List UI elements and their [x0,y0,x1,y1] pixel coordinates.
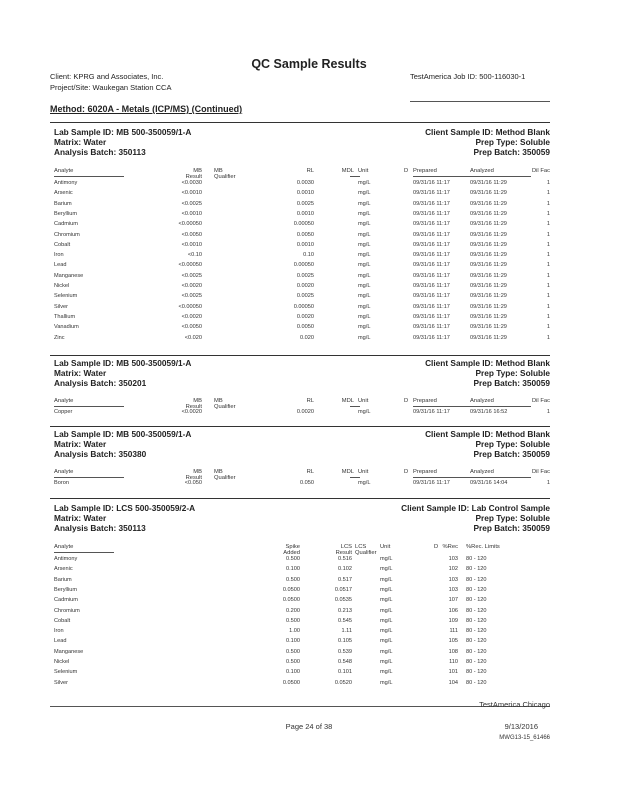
cell-rec-limits: 80 - 120 [466,617,487,624]
cell-analyzed: 09/31/16 11:29 [470,324,507,331]
table-rule [54,406,124,407]
cell-rec-limits: 80 - 120 [466,556,487,562]
cell-analyte: Beryllium [54,586,78,593]
document-id: MWG13-15_61466 [499,735,550,741]
cell-analyte: Nickel [54,283,70,289]
cell-analyte: Thallium [54,313,76,320]
section-lab-control-sample [50,498,550,698]
prep-batch: Prep Batch: 350059 [473,523,550,533]
prep-batch: Prep Batch: 350059 [473,147,550,157]
col-header-rl: RL [306,469,314,475]
col-header-rec-limits: %Rec. Limits [466,544,500,550]
cell-unit: mg/L [380,659,393,665]
cell-spike-added: 0.500 [286,576,300,583]
table-rule [54,176,124,177]
cell-pct-rec: 101 [448,669,458,676]
cell-unit: mg/L [358,252,371,259]
cell-lcs-result: 1.11 [341,628,352,635]
col-header-analyzed: Analyzed [470,469,494,475]
client-sample-id: Client Sample ID: Method Blank [425,358,550,368]
cell-unit: mg/L [358,200,371,207]
cell-analyzed: 09/31/16 11:29 [470,283,507,289]
cell-analyzed: 09/31/16 11:29 [470,303,507,310]
cell-unit: mg/L [380,617,393,624]
cell-rl: 0.0050 [296,324,314,331]
cell-spike-added: 0.0500 [282,597,300,604]
prep-batch: Prep Batch: 350059 [473,449,550,459]
cell-analyte: Cadmium [54,221,78,228]
cell-rec-limits: 80 - 120 [466,576,487,583]
cell-mb-result: <0.00050 [178,221,202,228]
cell-analyzed: 09/31/16 11:29 [470,334,507,341]
cell-unit: mg/L [358,272,371,279]
cell-rec-limits: 80 - 120 [466,628,487,635]
cell-dil-fac: 1 [546,231,550,238]
lab-sample-id: Lab Sample ID: MB 500-350059/1-A [54,429,192,439]
cell-rl: 0.020 [300,334,314,341]
cell-pct-rec: 103 [448,576,458,583]
cell-analyzed: 09/31/16 11:29 [470,210,507,217]
cell-dil-fac: 1 [546,200,550,207]
cell-lcs-result: 0.545 [338,617,352,624]
cell-prepared: 09/31/16 11:17 [413,210,450,217]
cell-unit: mg/L [358,180,371,186]
col-header-analyzed: Analyzed [470,398,494,404]
header-rule [410,101,550,102]
cell-prepared: 09/31/16 11:17 [413,313,450,320]
cell-mb-result: <0.0020 [181,283,202,289]
cell-analyzed: 09/31/16 16:52 [470,409,508,415]
cell-mb-result: <0.0050 [181,324,202,331]
cell-rl: 0.0025 [296,272,314,279]
cell-unit: mg/L [358,221,371,228]
cell-unit: mg/L [358,293,371,300]
cell-unit: mg/L [358,262,371,269]
cell-rec-limits: 80 - 120 [466,607,487,614]
table-rule [350,176,360,177]
col-header-d: D [434,544,439,550]
cell-lcs-result: 0.539 [338,648,352,655]
col-header-unit: Unit [358,168,369,174]
section-method-blank-350113 [50,122,550,352]
col-header-mdl: MDL [341,469,354,475]
col-header-rl: RL [306,168,314,174]
cell-unit: mg/L [380,566,393,573]
table-rule [350,477,360,478]
col-header-unit: Unit [358,469,369,475]
col-header-mdl: MDL [341,168,354,174]
table-rule [54,477,124,478]
col-header-d: D [404,469,409,475]
cell-mb-result: <0.0025 [181,200,202,207]
cell-rl: 0.0020 [296,283,314,289]
cell-unit: mg/L [358,324,371,331]
cell-analyzed: 09/31/16 11:29 [470,293,507,300]
method-title: Method: 6020A - Metals (ICP/MS) (Continued) [50,104,243,114]
cell-dil-fac: 1 [546,252,550,259]
cell-spike-added: 0.0500 [282,586,300,593]
cell-rl: 0.0020 [296,409,314,415]
cell-pct-rec: 103 [448,586,458,593]
cell-pct-rec: 106 [448,607,458,614]
matrix: Matrix: Water [54,368,107,378]
col-header-pct-rec: %Rec [442,544,458,550]
cell-spike-added: 0.500 [286,659,300,665]
cell-prepared: 09/31/16 11:17 [413,262,450,269]
footer-company: TestAmerica Chicago [479,700,550,709]
cell-spike-added: 0.100 [286,566,300,573]
analysis-batch: Analysis Batch: 350113 [54,147,146,157]
cell-analyzed: 09/31/16 11:29 [470,221,507,228]
cell-unit: mg/L [380,679,393,686]
cell-lcs-result: 0.0517 [334,586,352,593]
cell-rl: 0.0030 [296,180,314,186]
cell-lcs-result: 0.517 [338,576,352,583]
col-header-spike-added: Spike Added [283,544,300,556]
cell-unit: mg/L [380,576,393,583]
cell-spike-added: 0.100 [286,638,300,645]
cell-dil-fac: 1 [546,480,550,486]
cell-prepared: 09/31/16 11:17 [413,409,450,415]
cell-analyte: Vanadium [54,324,79,331]
cell-analyte: Arsenic [54,566,73,573]
cell-rec-limits: 80 - 120 [466,669,487,676]
cell-analyte: Nickel [54,659,70,665]
matrix: Matrix: Water [54,513,107,523]
cell-prepared: 09/31/16 11:17 [413,231,450,238]
cell-unit: mg/L [380,556,393,562]
col-header-analyte: Analyte [54,168,74,174]
prep-type: Prep Type: Soluble [475,439,550,449]
table-rule [54,552,114,553]
cell-unit: mg/L [380,669,393,676]
cell-unit: mg/L [380,607,393,614]
col-header-mb-result: MB Result [185,469,202,481]
cell-analyte: Cobalt [54,241,71,248]
cell-spike-added: 1.00 [289,628,300,635]
cell-unit: mg/L [358,303,371,310]
cell-unit: mg/L [380,638,393,645]
cell-dil-fac: 1 [546,293,550,300]
col-header-prepared: Prepared [413,469,437,475]
col-header-unit: Unit [380,544,391,550]
cell-analyte: Iron [54,252,64,259]
cell-pct-rec: 103 [448,556,458,562]
matrix: Matrix: Water [54,137,107,147]
cell-lcs-result: 0.548 [338,659,352,665]
col-header-mb-result: MB Result [185,168,202,180]
cell-analyte: Cadmium [54,597,78,604]
cell-spike-added: 0.500 [286,617,300,624]
client-name: Client: KPRG and Associates, Inc. [50,72,164,81]
cell-unit: mg/L [380,597,393,604]
cell-prepared: 09/31/16 11:17 [413,303,450,310]
client-sample-id: Client Sample ID: Method Blank [425,127,550,137]
cell-rl: 0.050 [300,480,314,486]
cell-spike-added: 0.200 [286,607,300,614]
cell-mb-result: <0.0030 [181,180,202,186]
cell-rec-limits: 80 - 120 [466,638,487,645]
cell-rec-limits: 80 - 120 [466,586,487,593]
cell-spike-added: 0.500 [286,648,300,655]
cell-mb-result: <0.0050 [181,231,202,238]
cell-analyzed: 09/31/16 11:29 [470,272,507,279]
cell-lcs-result: 0.101 [338,669,352,676]
cell-unit: mg/L [358,210,371,217]
cell-unit: mg/L [358,480,371,486]
cell-dil-fac: 1 [546,313,550,320]
cell-rl: 0.0010 [296,210,314,217]
cell-analyte: Zinc [54,334,65,341]
table-rule [413,176,531,177]
cell-prepared: 09/31/16 11:17 [413,221,450,228]
cell-unit: mg/L [358,409,371,415]
section-method-blank-350201 [50,355,550,423]
cell-spike-added: 0.500 [286,556,300,562]
lab-sample-id: Lab Sample ID: MB 500-350059/1-A [54,127,192,137]
cell-analyte: Selenium [54,293,78,300]
cell-unit: mg/L [358,231,371,238]
cell-dil-fac: 1 [546,272,550,279]
cell-mb-result: <0.0010 [181,210,202,217]
cell-rl: 0.0020 [296,313,314,320]
cell-mb-result: <0.00050 [178,303,202,310]
prep-type: Prep Type: Soluble [475,137,550,147]
col-header-rl: RL [306,398,314,404]
cell-dil-fac: 1 [546,324,550,331]
table-rule [413,406,531,407]
cell-mb-result: <0.0020 [181,409,202,415]
cell-unit: mg/L [358,334,371,341]
page-title: QC Sample Results [251,57,367,71]
section-divider [50,122,550,123]
cell-prepared: 09/31/16 11:17 [413,190,450,197]
col-header-mb-qualifier: MB Qualifier [214,469,236,481]
cell-unit: mg/L [358,241,371,248]
page-number: Page 24 of 38 [285,722,333,731]
col-header-unit: Unit [358,398,369,404]
cell-rec-limits: 80 - 120 [466,659,487,665]
cell-analyzed: 09/31/16 11:29 [470,313,507,320]
cell-lcs-result: 0.102 [338,566,352,573]
cell-analyte: Arsenic [54,190,73,197]
cell-analyte: Copper [54,409,73,415]
col-header-mb-qualifier: MB Qualifier [214,168,236,180]
col-header-prepared: Prepared [413,168,437,174]
cell-lcs-result: 0.105 [338,638,352,645]
analysis-batch: Analysis Batch: 350113 [54,523,146,533]
footer-rule [50,706,550,707]
col-header-mb-result: MB Result [185,398,202,410]
cell-rl: 0.0025 [296,293,314,300]
cell-unit: mg/L [358,313,371,320]
section-method-blank-350380 [50,426,550,494]
section-divider [50,355,550,356]
cell-lcs-result: 0.213 [338,607,352,614]
cell-unit: mg/L [358,283,371,289]
cell-prepared: 09/31/16 11:17 [413,200,450,207]
col-header-dil-fac: Dil Fac [531,398,550,404]
table-rule [350,406,360,407]
cell-unit: mg/L [380,648,393,655]
job-id: TestAmerica Job ID: 500-116030-1 [410,72,526,81]
col-header-lcs-result: LCS Result [335,544,352,556]
cell-pct-rec: 105 [448,638,458,645]
col-header-analyte: Analyte [54,544,74,550]
cell-unit: mg/L [358,190,371,197]
cell-dil-fac: 1 [546,262,550,269]
cell-pct-rec: 102 [448,566,458,573]
cell-rl: 0.10 [303,252,314,259]
cell-rec-limits: 80 - 120 [466,648,487,655]
cell-analyte: Chromium [54,607,80,614]
cell-dil-fac: 1 [546,334,550,341]
cell-mb-result: <0.020 [184,334,202,341]
prep-type: Prep Type: Soluble [475,368,550,378]
col-header-analyte: Analyte [54,398,74,404]
cell-prepared: 09/31/16 11:17 [413,334,450,341]
prep-type: Prep Type: Soluble [475,513,550,523]
cell-rec-limits: 80 - 120 [466,566,487,573]
cell-analyte: Barium [54,576,72,583]
cell-analyte: Lead [54,262,67,269]
cell-dil-fac: 1 [546,303,550,310]
cell-mb-result: <0.0010 [181,241,202,248]
matrix: Matrix: Water [54,439,107,449]
cell-spike-added: 0.100 [286,669,300,676]
cell-analyzed: 09/31/16 11:29 [470,231,507,238]
cell-analyte: Manganese [54,272,84,279]
cell-prepared: 09/31/16 11:17 [413,283,450,289]
cell-lcs-result: 0.0535 [334,597,352,604]
cell-dil-fac: 1 [546,180,550,186]
cell-prepared: 09/31/16 11:17 [413,324,450,331]
cell-mb-result: <0.050 [184,480,202,486]
col-header-lcs-qualifier: LCS Qualifier [355,544,377,556]
cell-analyzed: 09/31/16 11:29 [470,200,507,207]
cell-dil-fac: 1 [546,210,550,217]
table-rule [413,477,531,478]
cell-analyzed: 09/31/16 11:29 [470,190,507,197]
cell-mb-result: <0.0020 [181,313,202,320]
col-header-d: D [404,168,409,174]
cell-rl: 0.0010 [296,241,314,248]
cell-pct-rec: 111 [449,628,458,635]
cell-analyte: Selenium [54,669,78,676]
col-header-prepared: Prepared [413,398,437,404]
cell-analyte: Antimony [54,180,78,186]
cell-unit: mg/L [380,586,393,593]
col-header-mb-qualifier: MB Qualifier [214,398,236,410]
cell-dil-fac: 1 [546,409,550,415]
cell-prepared: 09/31/16 11:17 [413,293,450,300]
cell-pct-rec: 107 [448,597,458,604]
cell-prepared: 09/31/16 11:17 [413,180,450,186]
cell-analyte: Silver [54,303,68,310]
cell-dil-fac: 1 [546,221,550,228]
client-sample-id: Client Sample ID: Lab Control Sample [401,503,550,513]
col-header-dil-fac: Dil Fac [531,168,550,174]
cell-analyzed: 09/31/16 11:29 [470,180,507,186]
col-header-analyte: Analyte [54,469,74,475]
cell-rl: 0.00050 [293,262,314,269]
cell-pct-rec: 110 [449,659,458,665]
cell-mb-result: <0.00050 [178,262,202,269]
cell-analyte: Lead [54,638,67,645]
cell-pct-rec: 104 [448,679,458,686]
col-header-dil-fac: Dil Fac [531,469,550,475]
cell-lcs-result: 0.0520 [334,679,352,686]
footer-date: 9/13/2016 [504,722,538,731]
cell-analyte: Manganese [54,648,84,655]
cell-analyte: Boron [54,480,69,486]
cell-prepared: 09/31/16 11:17 [413,252,450,259]
cell-mb-result: <0.0010 [181,190,202,197]
cell-lcs-result: 0.516 [338,556,352,562]
cell-dil-fac: 1 [546,241,550,248]
analysis-batch: Analysis Batch: 350201 [54,378,147,388]
cell-analyte: Beryllium [54,210,78,217]
cell-analyte: Cobalt [54,617,71,624]
cell-analyzed: 09/31/16 11:29 [470,262,507,269]
cell-analyte: Silver [54,679,68,686]
cell-pct-rec: 109 [448,617,458,624]
cell-mb-result: <0.10 [187,252,202,259]
col-header-analyzed: Analyzed [470,168,494,174]
cell-rl: 0.00050 [293,303,314,310]
section-divider [50,498,550,499]
cell-prepared: 09/31/16 11:17 [413,272,450,279]
cell-analyte: Barium [54,200,72,207]
col-header-d: D [404,398,409,404]
lab-sample-id: Lab Sample ID: MB 500-350059/1-A [54,358,192,368]
cell-rec-limits: 80 - 120 [466,597,487,604]
project-site: Project/Site: Waukegan Station CCA [50,83,172,92]
cell-mb-result: <0.0025 [181,293,202,300]
cell-analyzed: 09/31/16 14:04 [470,480,508,486]
cell-mb-result: <0.0025 [181,272,202,279]
cell-unit: mg/L [380,628,393,635]
cell-dil-fac: 1 [546,283,550,289]
cell-analyzed: 09/31/16 11:29 [470,241,507,248]
cell-rec-limits: 80 - 120 [466,679,487,686]
cell-analyte: Chromium [54,231,80,238]
client-sample-id: Client Sample ID: Method Blank [425,429,550,439]
lab-sample-id: Lab Sample ID: LCS 500-350059/2-A [54,503,196,513]
cell-analyzed: 09/31/16 11:29 [470,252,507,259]
cell-spike-added: 0.0500 [282,679,300,686]
cell-analyte: Iron [54,628,64,635]
cell-prepared: 09/31/16 11:17 [413,241,450,248]
prep-batch: Prep Batch: 350059 [473,378,550,388]
cell-pct-rec: 108 [448,648,458,655]
section-divider [50,426,550,427]
cell-analyte: Antimony [54,556,78,562]
cell-rl: 0.0025 [296,200,314,207]
cell-rl: 0.0050 [296,231,314,238]
cell-prepared: 09/31/16 11:17 [413,480,450,486]
col-header-mdl: MDL [341,398,354,404]
analysis-batch: Analysis Batch: 350380 [54,449,147,459]
cell-rl: 0.00050 [293,221,314,228]
cell-rl: 0.0010 [296,190,314,197]
cell-dil-fac: 1 [546,190,550,197]
